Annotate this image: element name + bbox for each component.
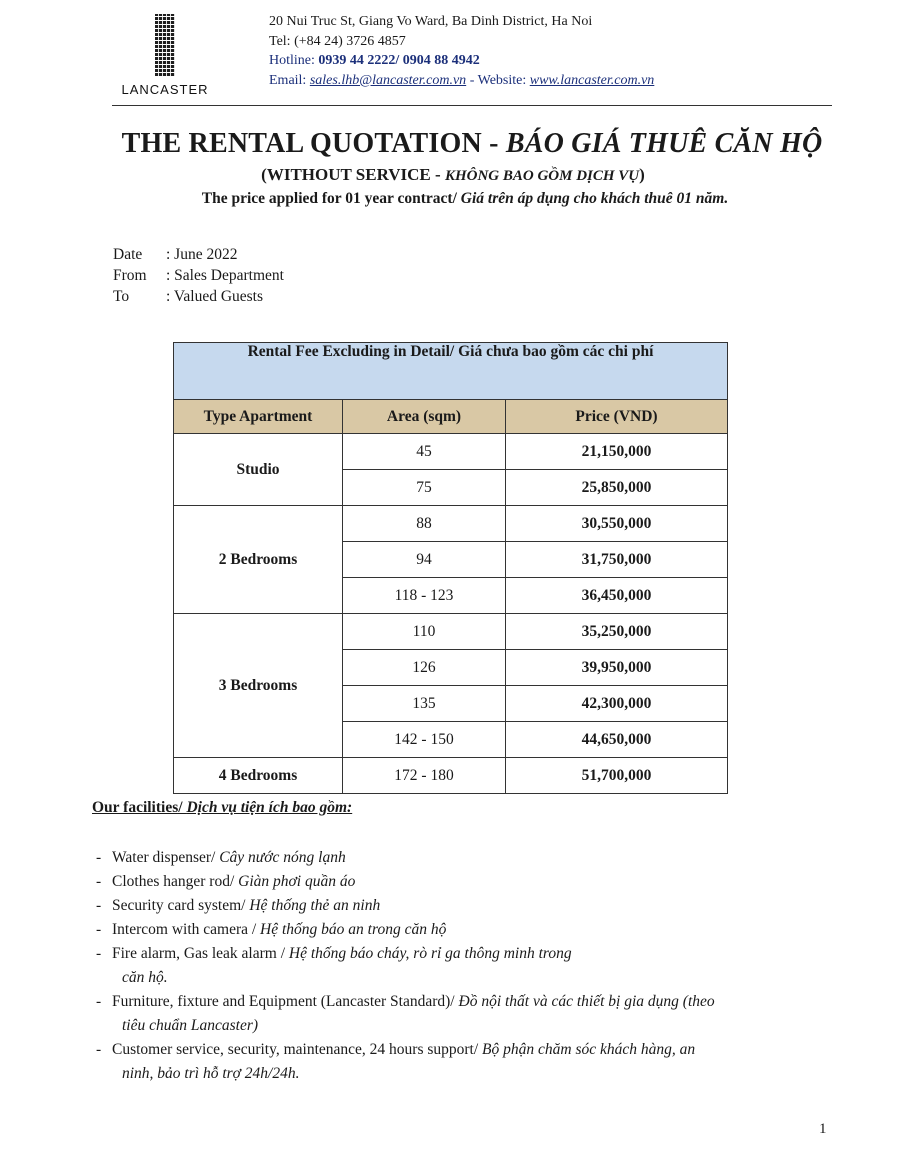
- facility-english: Fire alarm, Gas leak alarm /: [112, 945, 289, 962]
- area-cell: 88: [343, 506, 506, 542]
- price-cell: 39,950,000: [506, 650, 728, 686]
- website-link[interactable]: www.lancaster.com.vn: [529, 72, 655, 88]
- facility-english: Customer service, security, maintenance, 24 hours support/: [112, 1041, 483, 1058]
- facility-vietnamese: Giàn phơi quần áo: [238, 873, 356, 890]
- facility-vietnamese: Hệ thống báo an trong căn hộ: [260, 921, 447, 938]
- facility-item: [96, 846, 836, 870]
- facility-vietnamese-continued: căn hộ.: [122, 969, 168, 986]
- facility-item: [96, 942, 836, 990]
- area-cell: 135: [343, 686, 506, 722]
- table-header-row: [174, 400, 728, 434]
- price-cell: 36,450,000: [506, 578, 728, 614]
- apartment-type-cell: 2 Bedrooms: [174, 506, 343, 614]
- facility-english: Water dispenser/: [112, 849, 220, 866]
- document-subtitle: [0, 165, 906, 185]
- hotline-label: Hotline:: [269, 53, 319, 68]
- facility-vietnamese-continued: tiêu chuẩn Lancaster): [122, 1017, 259, 1034]
- rental-price-table: [173, 342, 728, 794]
- price-note-vietnamese: Giá trên áp dụng cho khách thuê 01 năm.: [460, 190, 729, 207]
- price-note: [0, 190, 906, 208]
- header-divider: [112, 105, 832, 106]
- facility-english: Furniture, fixture and Equipment (Lancaster Standard)/: [112, 993, 459, 1010]
- meta-from: [113, 265, 284, 286]
- facility-item: [96, 990, 836, 1038]
- logo-text: LANCASTER: [121, 82, 209, 97]
- facilities-title-english: Our facilities/: [92, 799, 187, 816]
- memo-meta: [113, 244, 284, 307]
- subtitle-vietnamese: KHÔNG BAO GỒM DỊCH VỤ: [444, 168, 640, 184]
- price-cell: 25,850,000: [506, 470, 728, 506]
- price-cell: 42,300,000: [506, 686, 728, 722]
- facilities-title-vietnamese: Dịch vụ tiện ích bao gồm:: [186, 799, 353, 816]
- area-cell: 118 - 123: [343, 578, 506, 614]
- price-cell: 31,750,000: [506, 542, 728, 578]
- facility-vietnamese: Hệ thống thẻ an ninh: [249, 897, 381, 914]
- apartment-type-cell: 3 Bedrooms: [174, 614, 343, 758]
- facility-vietnamese: Hệ thống báo cháy, rò rỉ ga thông minh trong: [288, 945, 572, 962]
- column-header-type: Type Apartment: [174, 400, 343, 434]
- contact-block: [269, 12, 654, 90]
- area-cell: 75: [343, 470, 506, 506]
- from-label: From: [113, 267, 147, 284]
- facility-item: [96, 894, 836, 918]
- facility-english: Security card system/: [112, 897, 250, 914]
- table-row: [174, 506, 728, 542]
- company-logo: [120, 14, 210, 97]
- email-website: [269, 71, 654, 91]
- facility-vietnamese: Cây nước nóng lạnh: [219, 849, 346, 866]
- date-value: : June 2022: [166, 246, 238, 263]
- facility-vietnamese: Đồ nội thất và các thiết bị gia dụng (theo: [458, 993, 715, 1010]
- table-caption: Rental Fee Excluding in Detail/ Giá chưa bao gồm các chi phí: [174, 343, 728, 400]
- facilities-list: [96, 846, 836, 1086]
- facility-english: Intercom with camera /: [112, 921, 261, 938]
- table-row: [174, 434, 728, 470]
- table-caption-row: [174, 343, 728, 400]
- to-label: To: [113, 288, 130, 305]
- facility-item: [96, 1038, 836, 1086]
- facility-item: [96, 870, 836, 894]
- logo-mark-icon: [155, 14, 175, 76]
- column-header-area: Area (sqm): [343, 400, 506, 434]
- facility-vietnamese-continued: ninh, bảo trì hỗ trợ 24h/24h.: [122, 1065, 300, 1082]
- title-vietnamese: BÁO GIÁ THUÊ CĂN HỘ: [505, 128, 823, 159]
- title-english: THE RENTAL QUOTATION -: [121, 128, 506, 159]
- email-link[interactable]: sales.lhb@lancaster.com.vn: [309, 72, 467, 88]
- subtitle-close: ): [639, 165, 645, 184]
- price-cell: 30,550,000: [506, 506, 728, 542]
- facilities-title: [92, 799, 352, 817]
- page-number: 1: [819, 1121, 827, 1137]
- price-cell: 35,250,000: [506, 614, 728, 650]
- from-value: : Sales Department: [166, 267, 284, 284]
- facility-item: [96, 918, 836, 942]
- facility-english: Clothes hanger rod/: [112, 873, 239, 890]
- to-value: : Valued Guests: [166, 288, 264, 305]
- apartment-type-cell: 4 Bedrooms: [174, 758, 343, 794]
- facility-vietnamese: Bộ phận chăm sóc khách hàng, an: [482, 1041, 696, 1058]
- meta-to: [113, 286, 284, 307]
- column-header-price: Price (VND): [506, 400, 728, 434]
- table-row: [174, 614, 728, 650]
- document-title: [0, 128, 906, 160]
- price-note-english: The price applied for 01 year contract/: [201, 190, 461, 207]
- table-row: [174, 758, 728, 794]
- address: 20 Nui Truc St, Giang Vo Ward, Ba Dinh District, Ha Noi: [269, 14, 593, 29]
- price-cell: 21,150,000: [506, 434, 728, 470]
- area-cell: 110: [343, 614, 506, 650]
- apartment-type-cell: Studio: [174, 434, 343, 506]
- area-cell: 172 - 180: [343, 758, 506, 794]
- price-cell: 44,650,000: [506, 722, 728, 758]
- area-cell: 45: [343, 434, 506, 470]
- email-label: Email:: [269, 72, 310, 88]
- meta-date: [113, 244, 284, 265]
- website-label: - Website:: [466, 72, 530, 88]
- area-cell: 94: [343, 542, 506, 578]
- price-cell: 51,700,000: [506, 758, 728, 794]
- hotline: [269, 51, 654, 71]
- hotline-value: 0939 44 2222/ 0904 88 4942: [318, 53, 480, 68]
- subtitle-english: (WITHOUT SERVICE -: [261, 165, 445, 184]
- area-cell: 142 - 150: [343, 722, 506, 758]
- area-cell: 126: [343, 650, 506, 686]
- date-label: Date: [113, 246, 143, 263]
- telephone: Tel: (+84 24) 3726 4857: [269, 33, 406, 49]
